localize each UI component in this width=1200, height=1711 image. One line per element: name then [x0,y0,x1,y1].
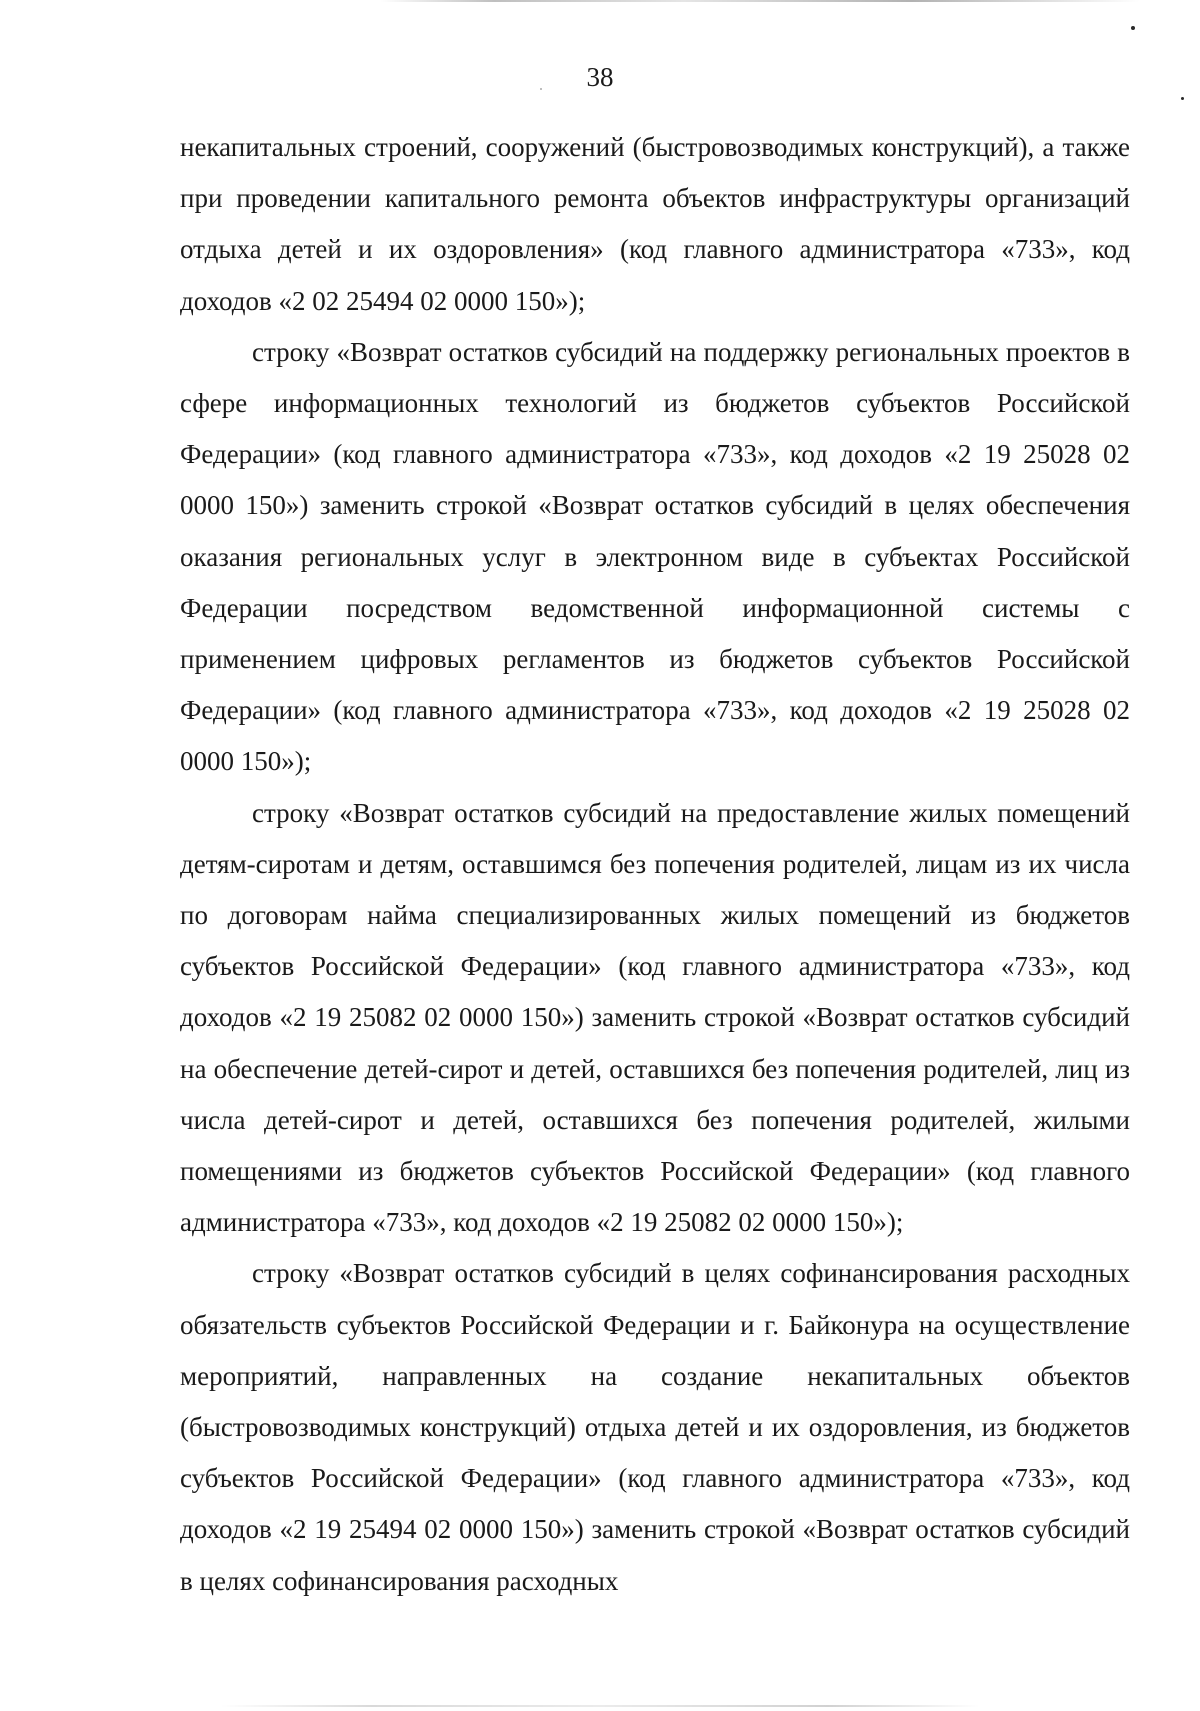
paragraph: строку «Возврат остатков субсидий в целях софинансирования расходных обязательств субъектов Российской Федерации и г. Байконура на осуществление мероприятий, направленных на создание некапитальных объектов (быстровозводимых конструкций) отдыха детей и их оздоровления, из бюджетов субъектов Российской Федерации» (код главного администратора «733», код доходов «2 19 25494 02 0000 150») заменить строкой «Возврат остатков субсидий в целях софинансирования расходных [180,1258,1130,1596]
paragraph: некапитальных строений, сооружений (быстровозводимых конструкций), а также при проведении капитального ремонта объектов инфраструктуры организаций отдыха детей и их оздоровления» (код главного администратора «733», код доходов «2 02 25494 02 0000 150»); [180,132,1130,316]
scan-top-edge [380,0,1140,2]
scan-speck [1181,97,1184,100]
paragraph: строку «Возврат остатков субсидий на поддержку региональных проектов в сфере информационных технологий из бюджетов субъектов Российской Федерации» (код главного администратора «733», код доходов «2 19 25028 02 0000 150») заменить строкой «Возврат остатков субсидий в целях обеспечения оказания региональных услуг в электронном виде в субъектах Российской Федерации посредством ведомственной информационной системы с применением цифровых регламентов из бюджетов субъектов Российской Федерации» (код главного администратора «733», код доходов «2 19 25028 02 0000 150»); [180,336,1130,777]
scan-speck [1131,26,1135,30]
page-number: 38 [586,62,614,92]
scan-bottom-edge [220,1705,980,1707]
document-body [180,122,1130,1607]
paragraph: строку «Возврат остатков субсидий на предоставление жилых помещений детям-сиротам и детям, оставшимся без попечения родителей, лицам из их числа по договорам найма специализированных жилых помещений из бюджетов субъектов Российской Федерации» (код главного администратора «733», код доходов «2 19 25082 02 0000 150») заменить строкой «Возврат остатков субсидий на обеспечение детей-сирот и детей, оставшихся без попечения родителей, лиц из числа детей-сирот и детей, оставшихся без попечения родителей, жилыми помещениями из бюджетов субъектов Российской Федерации» (код главного администратора «733», код доходов «2 19 25082 02 0000 150»); [180,797,1130,1238]
